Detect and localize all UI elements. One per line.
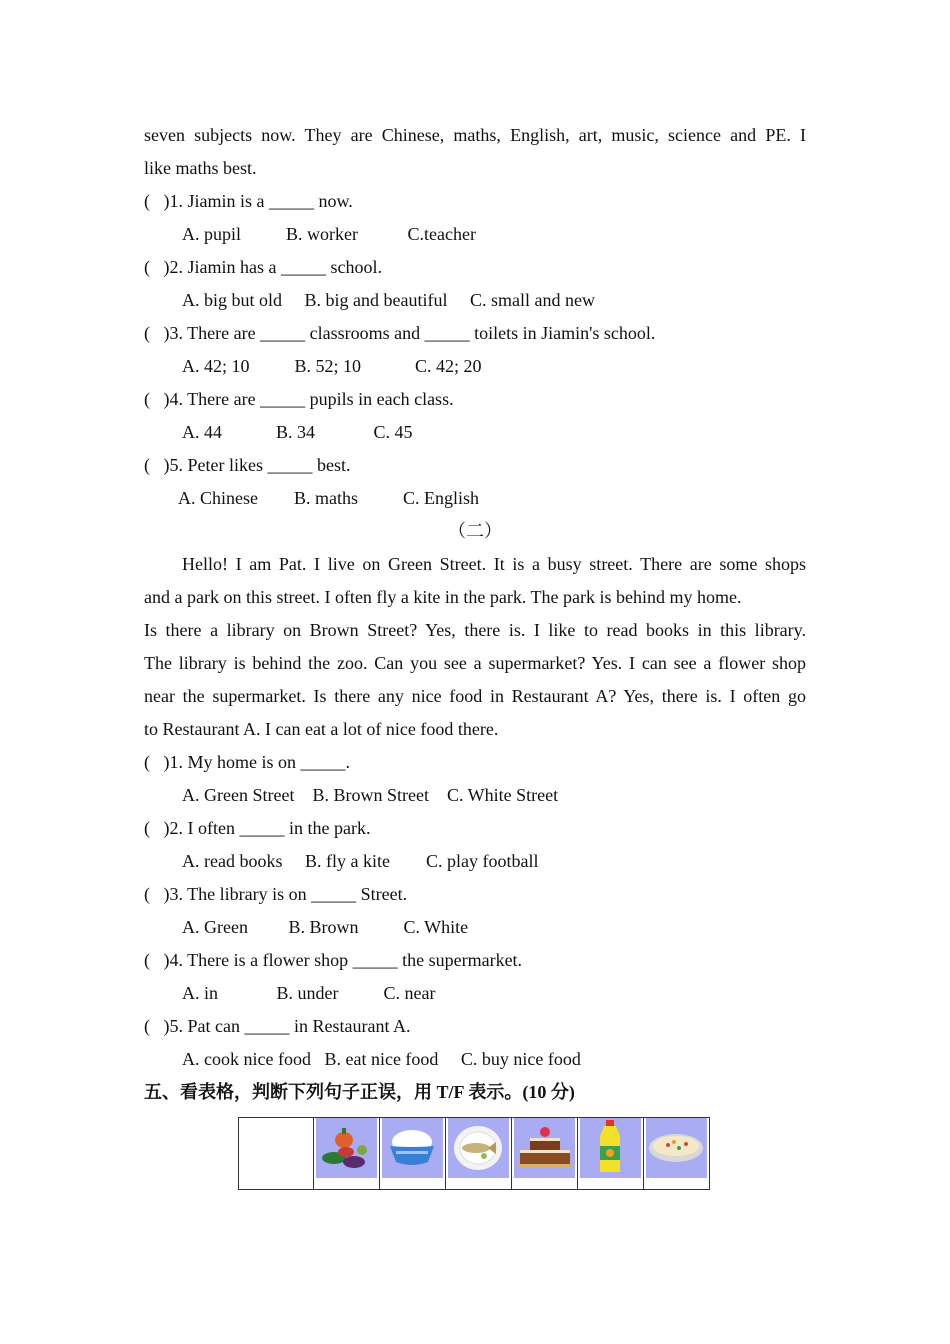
part1-question-3: ( )3. There are _____ classrooms and _____ toilets in Jiamin's school. [144,323,656,343]
part2-options-5: A. cook nice food B. eat nice food C. buy nice food [182,1049,581,1069]
section5-heading: 五、看表格，判断下列句子正误，用 T/F 表示。(10 分) [144,1082,575,1102]
table-cell-vegetables [314,1118,380,1190]
passage2-line-2: and a park on this street. I often fly a kite in the park. The park is behind my home. [144,587,742,607]
table-cell-rice [380,1118,446,1190]
passage1-line-2: like maths best. [144,158,257,178]
table-cell-cake [512,1118,578,1190]
food-table [238,1117,710,1190]
part1-options-2: A. big but old B. big and beautiful C. small and new [182,290,595,310]
part2-question-3: ( )3. The library is on _____ Street. [144,884,408,904]
passage2-line-1: Hello! I am Pat. I live on Green Street. It is a busy street. There are some shops [182,554,806,574]
part2-options-3: A. Green B. Brown C. White [182,917,469,937]
passage2-line-3: Is there a library on Brown Street? Yes, there is. I like to read books in this library. [144,620,806,640]
part2-options-1: A. Green Street B. Brown Street C. White Street [182,785,559,805]
worksheet-page [144,119,806,1109]
part2-question-4: ( )4. There is a flower shop _____ the supermarket. [144,950,523,970]
passage2-line-4: The library is behind the zoo. Can you see a supermarket? Yes. I can see a flower shop [144,653,806,673]
part2-options-4: A. in B. under C. near [182,983,436,1003]
passage1-line-1: seven subjects now. They are Chinese, maths, English, art, music, science and PE. I [144,125,806,145]
rice-bowl-icon [382,1118,443,1178]
part1-options-3: A. 42; 10 B. 52; 10 C. 42; 20 [182,356,482,376]
part2-question-1: ( )1. My home is on _____. [144,752,350,772]
table-cell-noodles [644,1118,710,1190]
fish-plate-icon [448,1118,509,1178]
part1-options-4: A. 44 B. 34 C. 45 [182,422,413,442]
part1-options-1: A. pupil B. worker C.teacher [182,224,476,244]
noodle-soup-icon [646,1118,707,1178]
part2-question-2: ( )2. I often _____ in the park. [144,818,371,838]
part2-question-5: ( )5. Pat can _____ in Restaurant A. [144,1016,411,1036]
part1-question-5: ( )5. Peter likes _____ best. [144,455,351,475]
vegetables-icon [316,1118,377,1178]
passage2-line-6: to Restaurant A. I can eat a lot of nice food there. [144,719,499,739]
part1-question-1: ( )1. Jiamin is a _____ now. [144,191,353,211]
part1-question-4: ( )4. There are _____ pupils in each class. [144,389,454,409]
part1-options-5: A. Chinese B. maths C. English [178,488,479,508]
table-cell-fish [446,1118,512,1190]
cake-icon [514,1118,575,1178]
table-cell-juice [578,1118,644,1190]
section2-label: （二） [448,521,502,541]
juice-bottle-icon [580,1118,641,1178]
part2-options-2: A. read books B. fly a kite C. play football [182,851,539,871]
passage2-line-5: near the supermarket. Is there any nice food in Restaurant A? Yes, there is. I often go [144,686,806,706]
part1-question-2: ( )2. Jiamin has a _____ school. [144,257,382,277]
table-blank-cell [239,1118,314,1190]
